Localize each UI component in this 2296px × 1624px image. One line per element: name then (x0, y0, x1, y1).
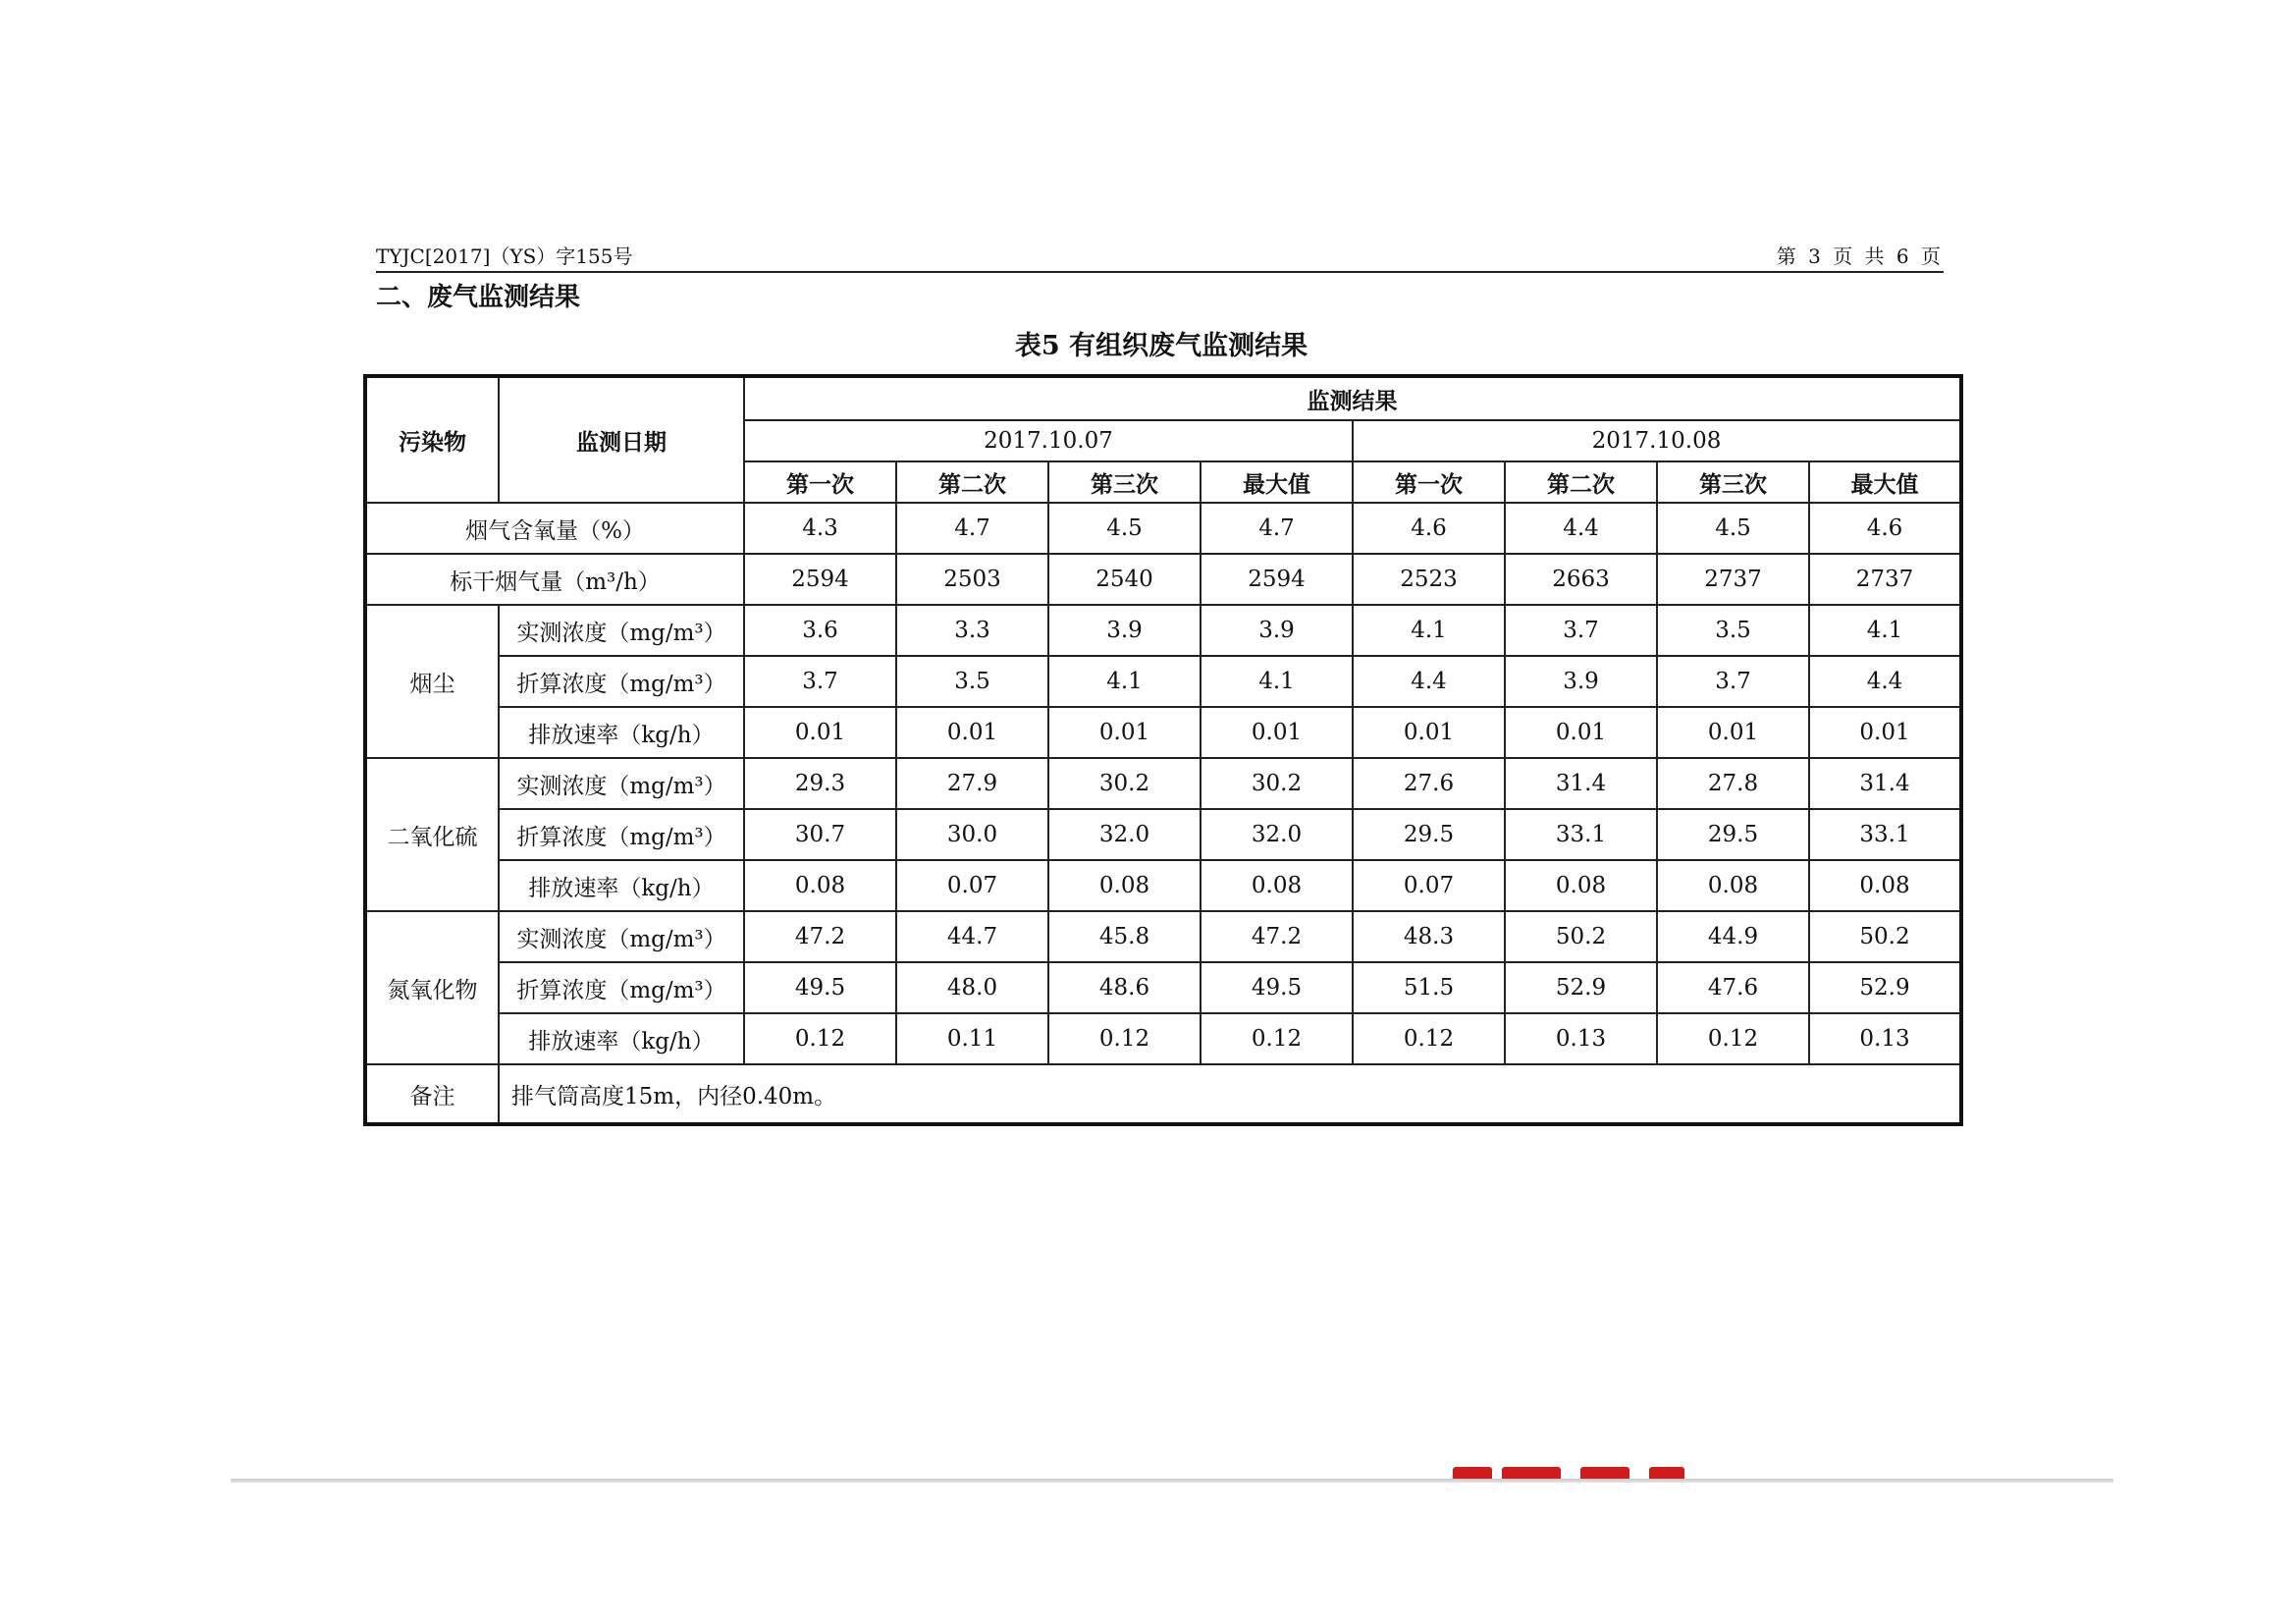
section-title: 二、废气监测结果 (376, 283, 581, 312)
value-cell: 4.6 (1809, 503, 1961, 554)
table-row (365, 911, 1961, 962)
row-label: 标干烟气量（m³/h） (365, 554, 744, 605)
value-cell: 2663 (1505, 554, 1657, 605)
value-cell: 29.5 (1657, 809, 1809, 860)
value-cell: 3.3 (896, 605, 1048, 656)
value-cell: 49.5 (744, 962, 896, 1013)
value-cell: 27.8 (1657, 758, 1809, 809)
value-cell: 3.7 (1657, 656, 1809, 707)
value-cell: 0.01 (1048, 707, 1201, 758)
table-row (365, 860, 1961, 911)
value-cell: 3.5 (1657, 605, 1809, 656)
value-cell: 0.08 (1048, 860, 1201, 911)
table-row (365, 707, 1961, 758)
run-header: 第二次 (1505, 461, 1657, 503)
value-cell: 4.1 (1201, 656, 1353, 707)
note-label: 备注 (365, 1064, 499, 1124)
value-cell: 4.4 (1809, 656, 1961, 707)
value-cell: 30.0 (896, 809, 1048, 860)
value-cell: 0.08 (1201, 860, 1353, 911)
value-cell: 4.4 (1353, 656, 1505, 707)
page-info: 第 3 页 共 6 页 (1776, 244, 1944, 268)
date-1-header: 2017.10.07 (744, 420, 1353, 461)
value-cell: 48.0 (896, 962, 1048, 1013)
parameter-label: 实测浓度（mg/m³） (499, 605, 744, 656)
value-cell: 51.5 (1353, 962, 1505, 1013)
parameter-label: 折算浓度（mg/m³） (499, 809, 744, 860)
run-header: 第三次 (1048, 461, 1201, 503)
value-cell: 32.0 (1048, 809, 1201, 860)
run-header: 第三次 (1657, 461, 1809, 503)
date-header: 监测日期 (499, 376, 744, 503)
header-row-1 (365, 376, 1961, 420)
value-cell: 0.01 (896, 707, 1048, 758)
value-cell: 47.2 (1201, 911, 1353, 962)
value-cell: 2540 (1048, 554, 1201, 605)
value-cell: 0.08 (744, 860, 896, 911)
note-row (365, 1064, 1961, 1124)
table-row (365, 605, 1961, 656)
value-cell: 48.6 (1048, 962, 1201, 1013)
value-cell: 2523 (1353, 554, 1505, 605)
table-row (365, 554, 1961, 605)
value-cell: 0.07 (896, 860, 1048, 911)
value-cell: 0.13 (1505, 1013, 1657, 1064)
table-row (365, 503, 1961, 554)
value-cell: 0.01 (1505, 707, 1657, 758)
value-cell: 4.6 (1353, 503, 1505, 554)
row-label: 烟气含氧量（%） (365, 503, 744, 554)
value-cell: 2594 (1201, 554, 1353, 605)
value-cell: 30.2 (1201, 758, 1353, 809)
value-cell: 0.11 (896, 1013, 1048, 1064)
value-cell: 50.2 (1505, 911, 1657, 962)
run-header: 第一次 (744, 461, 896, 503)
results-header: 监测结果 (744, 376, 1961, 420)
pollutant-header: 污染物 (365, 376, 499, 503)
pollutant-name: 二氧化硫 (365, 758, 499, 911)
table-row (365, 962, 1961, 1013)
value-cell: 3.9 (1048, 605, 1201, 656)
value-cell: 52.9 (1809, 962, 1961, 1013)
value-cell: 4.3 (744, 503, 896, 554)
emission-monitoring-table (363, 374, 1963, 1126)
value-cell: 4.7 (896, 503, 1048, 554)
value-cell: 30.2 (1048, 758, 1201, 809)
value-cell: 0.07 (1353, 860, 1505, 911)
value-cell: 0.01 (1201, 707, 1353, 758)
value-cell: 31.4 (1505, 758, 1657, 809)
value-cell: 0.12 (744, 1013, 896, 1064)
value-cell: 32.0 (1201, 809, 1353, 860)
value-cell: 3.6 (744, 605, 896, 656)
value-cell: 4.1 (1809, 605, 1961, 656)
page-header (376, 242, 1944, 273)
table-row (365, 758, 1961, 809)
table-row (365, 656, 1961, 707)
value-cell: 0.12 (1657, 1013, 1809, 1064)
value-cell: 4.1 (1048, 656, 1201, 707)
run-header: 最大值 (1201, 461, 1353, 503)
parameter-label: 实测浓度（mg/m³） (499, 911, 744, 962)
value-cell: 29.3 (744, 758, 896, 809)
scan-fold-line (231, 1479, 2113, 1483)
parameter-label: 折算浓度（mg/m³） (499, 656, 744, 707)
table-title: 表5 有组织废气监测结果 (1014, 331, 1308, 361)
value-cell: 0.12 (1201, 1013, 1353, 1064)
value-cell: 0.01 (1353, 707, 1505, 758)
value-cell: 29.5 (1353, 809, 1505, 860)
value-cell: 33.1 (1809, 809, 1961, 860)
value-cell: 3.5 (896, 656, 1048, 707)
value-cell: 4.4 (1505, 503, 1657, 554)
value-cell: 4.5 (1048, 503, 1201, 554)
value-cell: 0.08 (1809, 860, 1961, 911)
parameter-label: 排放速率（kg/h） (499, 707, 744, 758)
value-cell: 48.3 (1353, 911, 1505, 962)
value-cell: 30.7 (744, 809, 896, 860)
pollutant-name: 烟尘 (365, 605, 499, 758)
value-cell: 0.12 (1048, 1013, 1201, 1064)
pollutant-name: 氮氧化物 (365, 911, 499, 1064)
value-cell: 49.5 (1201, 962, 1353, 1013)
value-cell: 33.1 (1505, 809, 1657, 860)
value-cell: 27.6 (1353, 758, 1505, 809)
run-header: 最大值 (1809, 461, 1961, 503)
parameter-label: 实测浓度（mg/m³） (499, 758, 744, 809)
table-row (365, 1013, 1961, 1064)
value-cell: 0.12 (1353, 1013, 1505, 1064)
value-cell: 0.13 (1809, 1013, 1961, 1064)
table-row (365, 809, 1961, 860)
run-header: 第二次 (896, 461, 1048, 503)
value-cell: 0.01 (1657, 707, 1809, 758)
value-cell: 47.2 (744, 911, 896, 962)
value-cell: 2503 (896, 554, 1048, 605)
value-cell: 27.9 (896, 758, 1048, 809)
parameter-label: 排放速率（kg/h） (499, 1013, 744, 1064)
value-cell: 0.08 (1505, 860, 1657, 911)
value-cell: 44.9 (1657, 911, 1809, 962)
value-cell: 3.9 (1201, 605, 1353, 656)
value-cell: 3.7 (744, 656, 896, 707)
run-header: 第一次 (1353, 461, 1505, 503)
value-cell: 0.08 (1657, 860, 1809, 911)
value-cell: 4.7 (1201, 503, 1353, 554)
value-cell: 2594 (744, 554, 896, 605)
value-cell: 45.8 (1048, 911, 1201, 962)
value-cell: 2737 (1809, 554, 1961, 605)
value-cell: 0.01 (744, 707, 896, 758)
value-cell: 4.1 (1353, 605, 1505, 656)
value-cell: 3.9 (1505, 656, 1657, 707)
document-number: TYJC[2017]（YS）字155号 (376, 244, 633, 268)
parameter-label: 折算浓度（mg/m³） (499, 962, 744, 1013)
value-cell: 50.2 (1809, 911, 1961, 962)
value-cell: 44.7 (896, 911, 1048, 962)
date-2-header: 2017.10.08 (1353, 420, 1961, 461)
value-cell: 31.4 (1809, 758, 1961, 809)
parameter-label: 排放速率（kg/h） (499, 860, 744, 911)
value-cell: 2737 (1657, 554, 1809, 605)
value-cell: 52.9 (1505, 962, 1657, 1013)
value-cell: 0.01 (1809, 707, 1961, 758)
value-cell: 3.7 (1505, 605, 1657, 656)
value-cell: 4.5 (1657, 503, 1809, 554)
note-text: 排气筒高度15m，内径0.40m。 (499, 1064, 1961, 1124)
value-cell: 47.6 (1657, 962, 1809, 1013)
